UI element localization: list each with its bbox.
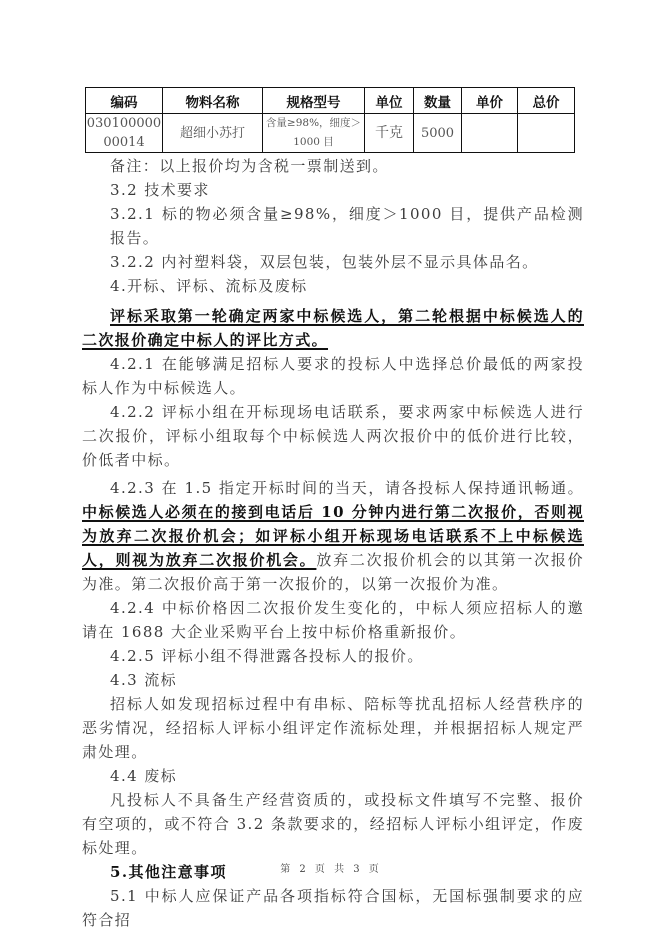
section-4-intro xyxy=(82,304,584,352)
cell-unit-price xyxy=(462,114,518,153)
section-4-2-3-emphasis: 中标候选人必须在的接到电话后 10 分钟内进行第二次报价，否则视为放弃二次报价机会；如评标小组开标现场电话联系不上中标候选人，则视为放弃二次报价机会。 xyxy=(82,503,584,569)
cell-material-name: 超细小苏打 xyxy=(163,114,263,153)
page-footer: 第 2 页 共 3 页 xyxy=(280,864,382,875)
section-3-2-1: 3.2.1 标的物必须含量≥98%，细度＞1000 目，提供产品检测报告。 xyxy=(110,205,584,247)
code-line-1: 030100000 xyxy=(86,116,162,131)
cell-quantity: 5000 xyxy=(414,114,462,153)
section-5-1: 5.1 中标人应保证产品各项指标符合国标，无国标强制要求的应符合招 xyxy=(82,887,584,929)
header-code: 编码 xyxy=(86,88,163,114)
header-quantity: 数量 xyxy=(414,88,462,114)
header-unit: 单位 xyxy=(365,88,414,114)
section-4-2-4: 4.2.4 中标价格因二次报价发生变化的，中标人须应招标人的邀请在 1688 大企业采购平台上按中标价格重新报价。 xyxy=(82,599,584,641)
section-4-2-1: 4.2.1 在能够满足招标人要求的投标人中选择总价最低的两家投标人作为中标候选人。 xyxy=(82,355,584,397)
section-4-4-text: 凡投标人不具备生产经营资质的，或投标文件填写不完整、报价有空项的，或不符合 3.2 条款要求的，经招标人评标小组评定，作废标处理。 xyxy=(82,791,584,857)
cell-total-price xyxy=(518,114,575,153)
section-4-2-3-tail: 放弃二次报价机会的以其第一次报价为准。第二次报价高于第一次报价的，以第一次报价为准。 xyxy=(82,551,584,593)
section-4-2-5: 4.2.5 评标小组不得泄露各投标人的报价。 xyxy=(110,647,424,665)
section-3-2-heading: 3.2 技术要求 xyxy=(110,181,210,199)
materials-table xyxy=(85,87,575,153)
section-4-3-heading: 4.3 流标 xyxy=(110,671,178,689)
table-header-row xyxy=(86,88,575,114)
section-4-2-3-lead: 4.2.3 在 1.5 指定开标时间的当天，请各投标人保持通讯畅通。 xyxy=(110,479,584,497)
spec-line-1: 含量≥98%，细度＞ xyxy=(265,117,362,129)
header-spec: 规格型号 xyxy=(263,88,365,114)
cell-unit: 千克 xyxy=(365,114,414,153)
evaluation-method-emphasis: 评标采取第一轮确定两家中标候选人，第二轮根据中标候选人的二次报价确定中标人的评比方式。 xyxy=(82,307,584,349)
section-5-heading: 5.其他注意事项 xyxy=(110,863,227,881)
section-4-2-3 xyxy=(82,476,584,596)
section-4-3-text: 招标人如发现招标过程中有串标、陪标等扰乱招标人经营秩序的恶劣情况，经招标人评标小组评定作流标处理，并根据招标人规定严肃处理。 xyxy=(82,695,584,761)
header-total-price: 总价 xyxy=(518,88,575,114)
section-4-2-2: 4.2.2 评标小组在开标现场电话联系，要求两家中标候选人进行二次报价，评标小组取每个中标候选人两次报价中的低价进行比较，价低者中标。 xyxy=(82,403,584,469)
section-4-4-heading: 4.4 废标 xyxy=(110,767,178,785)
document-body xyxy=(82,154,584,932)
code-line-2: 00014 xyxy=(103,135,145,150)
spec-line-2: 1000 目 xyxy=(293,136,334,148)
header-unit-price: 单价 xyxy=(462,88,518,114)
table-row xyxy=(86,114,575,153)
cell-spec xyxy=(263,114,365,153)
remark: 备注：以上报价均为含税一票制送到。 xyxy=(110,157,389,175)
section-3-2-2: 3.2.2 内衬塑料袋，双层包装，包装外层不显示具体品名。 xyxy=(110,253,539,271)
section-4-heading: 4.开标、评标、流标及废标 xyxy=(110,277,308,295)
header-material-name: 物料名称 xyxy=(163,88,263,114)
cell-code xyxy=(86,114,163,153)
